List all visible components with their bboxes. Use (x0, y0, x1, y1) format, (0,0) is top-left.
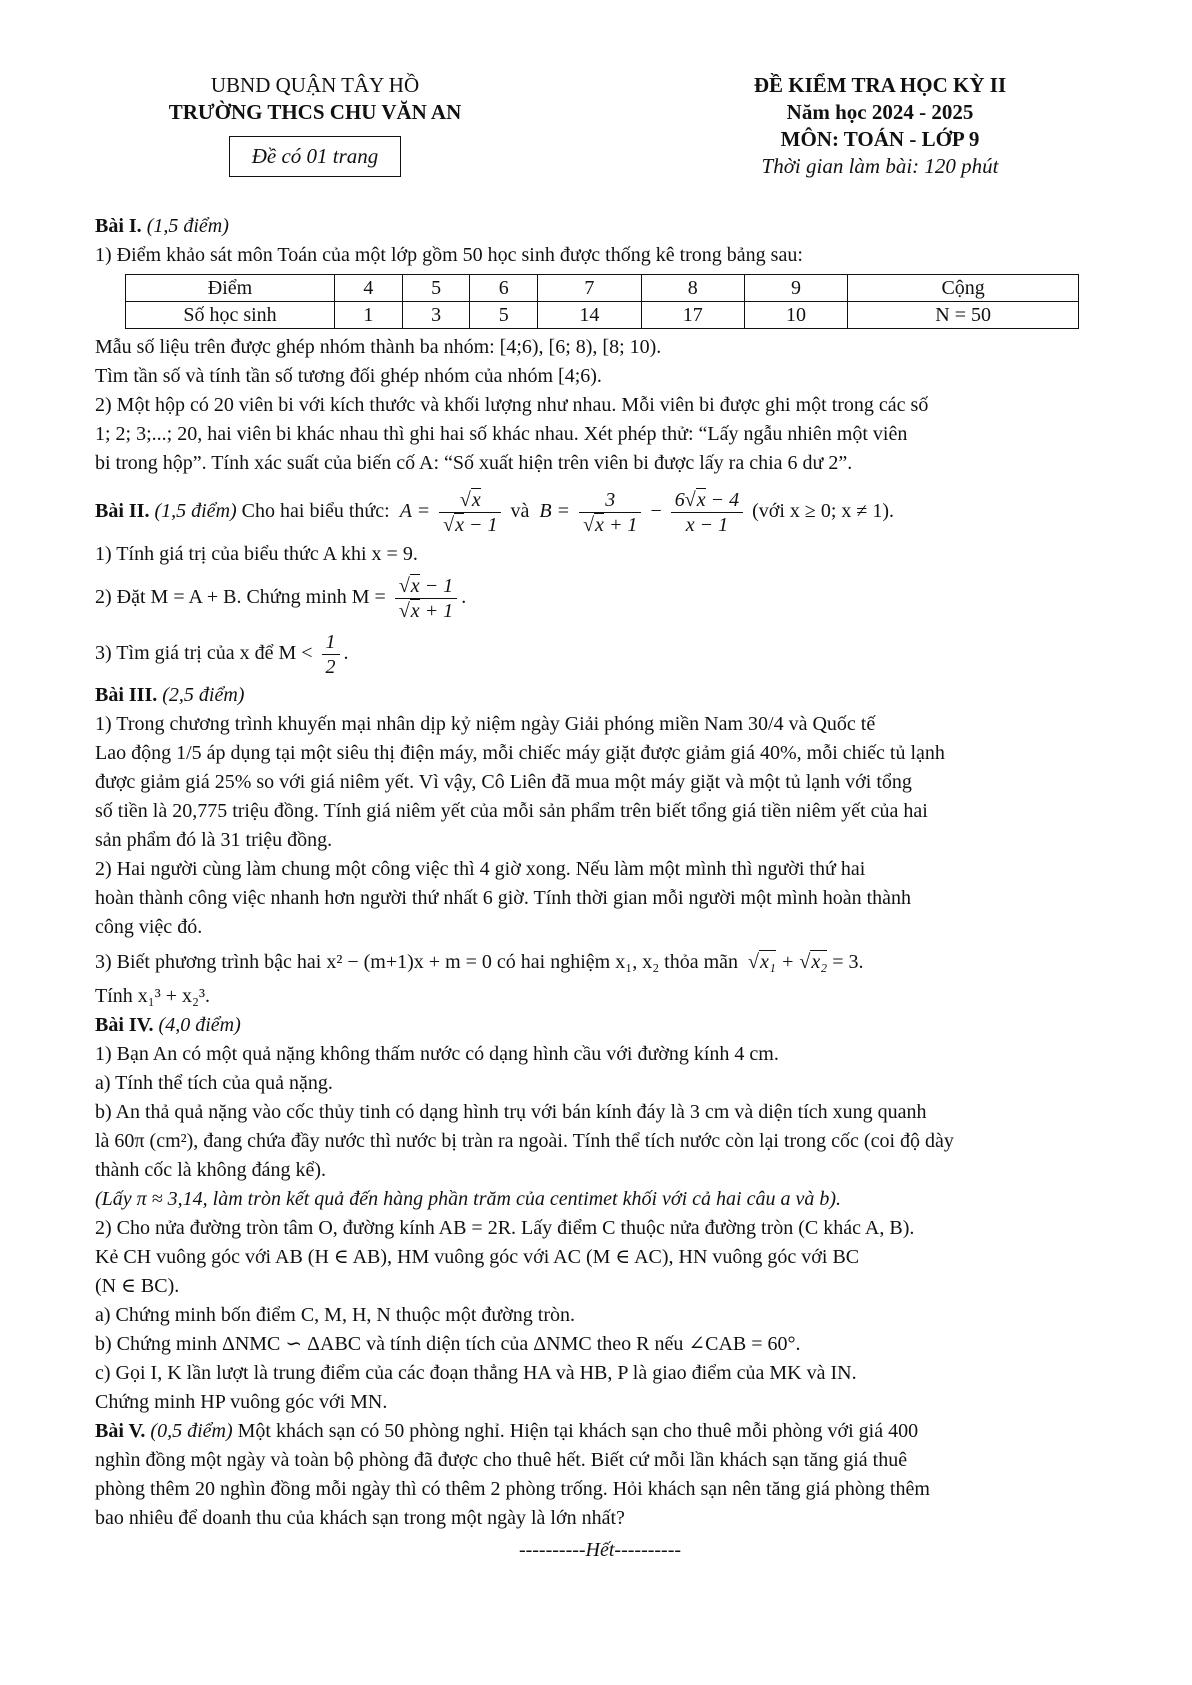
bai1-q1b: Mẫu số liệu trên được ghép nhóm thành ba nhóm: [4;6), [6; 8), [8; 10). (95, 336, 662, 358)
table-row: Số học sinh 1 3 5 14 17 10 N = 50 (126, 302, 1079, 329)
expr-b: B = (534, 500, 571, 522)
bai1-q2b: 1; 2; 3;...; 20, hai viên bi khác nhau thì ghi hai số khác nhau. Xét phép thử: “Lấy ngẫu nhiên một viên (95, 423, 908, 445)
bai4-l2: a) Tính thể tích của quả nặng. (95, 1072, 333, 1094)
bai3-p1-l2: Lao động 1/5 áp dụng tại một siêu thị điện máy, mỗi chiếc máy giặt được giảm giá 40%, mỗi chiếc tủ lạnh (95, 742, 945, 764)
bai4-note: (Lấy π ≈ 3,14, làm tròn kết quả đến hàng phần trăm của centimet khối với cả hai câu a và b). (95, 1188, 841, 1210)
bai4-l1: 1) Bạn An có một quả nặng không thấm nước có dạng hình cầu với đường kính 4 cm. (95, 1043, 779, 1065)
bai4-heading: Bài IV. (4,0 điểm) (95, 1014, 241, 1036)
page-count-box: Đề có 01 trang (229, 136, 402, 177)
bai5-l2: nghìn đồng một ngày và toàn bộ phòng đã được cho thuê hết. Biết cứ mỗi lần khách sạn tăng giá thuê (95, 1449, 908, 1471)
score-table (125, 274, 1079, 329)
bai3-p1-l3: được giảm giá 25% so với giá niêm yết. Vì vậy, Cô Liên đã mua một máy giặt và một tủ lạnh với tổng (95, 771, 912, 793)
bai4-2-l1: 2) Cho nửa đường tròn tâm O, đường kính AB = 2R. Lấy điểm C thuộc nửa đường tròn (C khác A, B). (95, 1217, 915, 1239)
bai5-l4: bao nhiêu để doanh thu của khách sạn trong một ngày là lớn nhất? (95, 1507, 625, 1529)
bai3-p2-l2: hoàn thành công việc nhanh hơn người thứ nhất 6 giờ. Tính thời gian mỗi người một mình hoàn thành (95, 887, 912, 909)
bai2-q3: 3) Tìm giá trị của x để M < $\frac{1}{2}$ . (95, 630, 349, 678)
bai5-l1: Bài V. (0,5 điểm) Một khách sạn có 50 phòng nghỉ. Hiện tại khách sạn cho thuê mỗi phòng với giá 400 (95, 1420, 919, 1442)
bai3-p1-l5: sản phẩm đó là 31 triệu đồng. (95, 829, 333, 851)
bai2-q1: 1) Tính giá trị của biểu thức A khi x = 9. (95, 543, 418, 565)
bai3-p2-l1: 2) Hai người cùng làm chung một công việc thì 4 giờ xong. Nếu làm một mình thì người thứ hai (95, 858, 866, 880)
fraction-m: $\frac{√x - 1}{√x + 1}$ (395, 574, 457, 623)
exam-title: ĐỀ KIỂM TRA HỌC KỲ II (753, 73, 1007, 97)
bai3-p1-l4: số tiền là 20,775 triệu đồng. Tính giá niêm yết của mỗi sản phẩm trên biết tổng giá tiền niêm yết của hai (95, 800, 928, 822)
school-year: Năm học 2024 - 2025 (786, 100, 974, 124)
end-marker: ----------Hết---------- (518, 1539, 682, 1561)
school-block (95, 72, 535, 177)
bai4-l3: b) An thả quả nặng vào cốc thủy tinh có dạng hình trụ với bán kính đáy là 3 cm và diện tích xung quanh (95, 1101, 927, 1123)
bai3-p2-l3: công việc đó. (95, 916, 203, 938)
exam-header (95, 72, 1105, 212)
bai4-l4: là 60π (cm²), đang chứa đầy nước thì nước bị tràn ra ngoài. Tính thể tích nước còn lại trong cốc (coi độ dày (95, 1130, 954, 1152)
bai4-2-l3: (N ∈ BC). (95, 1275, 180, 1297)
bai3-p3: 3) Biết phương trình bậc hai x² − (m+1)x + m = 0 có hai nghiệm x₁, x₂ thỏa mãn √x₁ + √x₂ = 3. (95, 951, 864, 973)
bai2-q2: 2) Đặt M = A + B. Chứng minh M = $\frac{√x - 1}{√x + 1}$ . (95, 574, 467, 622)
bai3-p1-l1: 1) Trong chương trình khuyến mại nhân dịp kỷ niệm ngày Giải phóng miền Nam 30/4 và Quốc tế (95, 713, 876, 735)
exam-info-block (660, 72, 1100, 180)
bai4-2-l4: a) Chứng minh bốn điểm C, M, H, N thuộc một đường tròn. (95, 1304, 576, 1326)
bai1-q2a: 2) Một hộp có 20 viên bi với kích thước và khối lượng như nhau. Mỗi viên bi được ghi một trong các số (95, 394, 929, 416)
table-row: Điểm 4 5 6 7 8 9 Cộng (126, 275, 1079, 302)
bai1-q1c: Tìm tần số và tính tần số tương đối ghép nhóm của nhóm [4;6). (95, 365, 602, 387)
bai1-q2c: bi trong hộp”. Tính xác suất của biến cố A: “Số xuất hiện trên viên bi được lấy ra chia 6 dư 2”. (95, 452, 853, 474)
bai1-heading: Bài I. (1,5 điểm) (95, 215, 229, 237)
expr-a: A = (394, 500, 431, 522)
district-name: UBND QUẬN TÂY HỒ (210, 73, 420, 97)
bai5-l3: phòng thêm 20 nghìn đồng mỗi ngày thì có thêm 2 phòng trống. Hỏi khách sạn nên tăng giá phòng thêm (95, 1478, 930, 1500)
bai3-p3b: Tính x₁³ + x₂³. (95, 985, 210, 1007)
fraction-half: $\frac{1}{2}$ (322, 630, 340, 679)
time-limit: Thời gian làm bài: 120 phút (761, 154, 999, 178)
bai1-q1: 1) Điểm khảo sát môn Toán của một lớp gồm 50 học sinh được thống kê trong bảng sau: (95, 244, 803, 266)
subject: MÔN: TOÁN - LỚP 9 (780, 127, 980, 151)
bai4-2-l2: Kẻ CH vuông góc với AB (H ∈ AB), HM vuông góc với AC (M ∈ AC), HN vuông góc với BC (95, 1246, 860, 1268)
fraction-b1: $\frac{3}{√x + 1}$ (579, 488, 641, 537)
bai4-2-l6: c) Gọi I, K lần lượt là trung điểm của các đoạn thẳng HA và HB, P là giao điểm của MK và IN. (95, 1362, 857, 1384)
fraction-b2: $\frac{6√x - 4}{x - 1}$ (671, 488, 743, 537)
fraction-a: $\frac{√x}{√x - 1}$ (439, 488, 501, 537)
bai4-2-l5: b) Chứng minh ΔNMC ∽ ΔABC và tính diện tích của ΔNMC theo R nếu ∠CAB = 60°. (95, 1333, 801, 1355)
bai4-l5: thành cốc là không đáng kể). (95, 1159, 327, 1181)
school-name: TRƯỜNG THCS CHU VĂN AN (168, 100, 462, 124)
bai4-2-l7: Chứng minh HP vuông góc với MN. (95, 1391, 388, 1413)
bai2-heading: Bài II. (1,5 điểm) Cho hai biểu thức: A = $\frac{√x}{√x - 1}$ và B = $\frac{3}{√x + 1}$ − $\frac{6√x - 4}{x - 1}$ (với x ≥ 0; x ≠ 1). (95, 488, 895, 536)
exam-page (95, 72, 1105, 1562)
bai3-heading: Bài III. (2,5 điểm) (95, 684, 245, 706)
